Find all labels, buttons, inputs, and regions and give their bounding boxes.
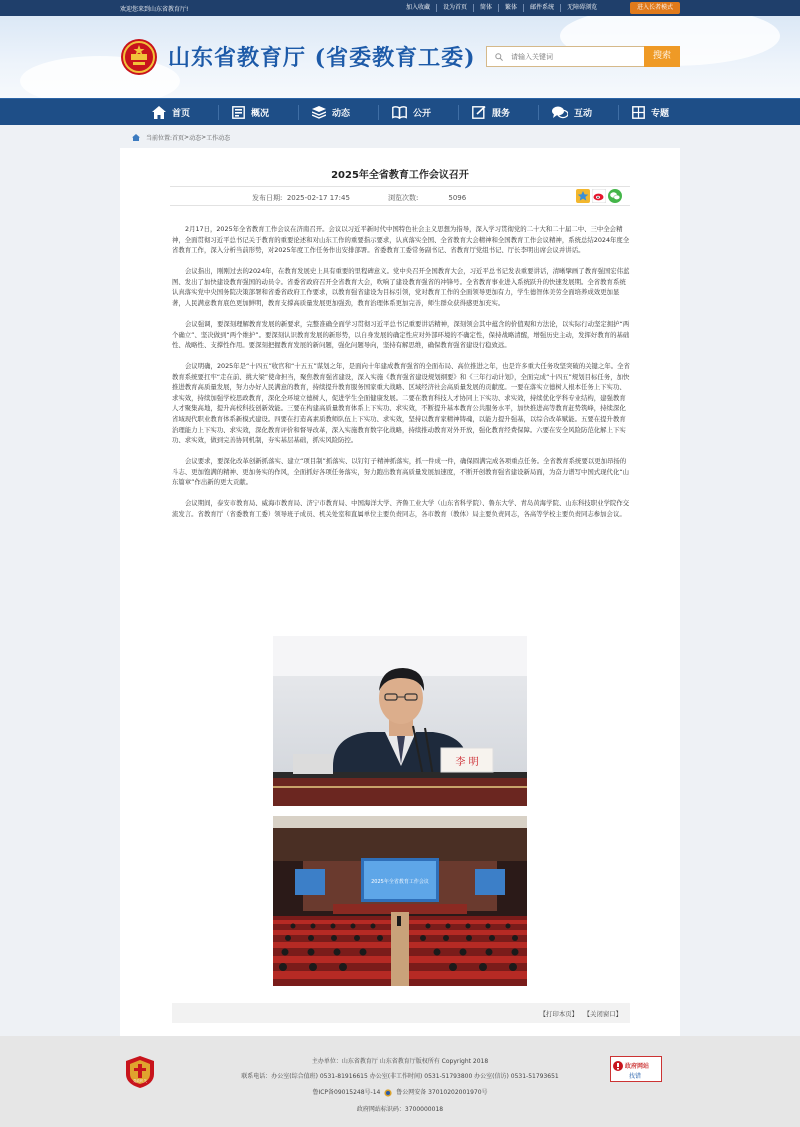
share-wechat-icon[interactable] [608,189,622,203]
nav-item-topics[interactable] [632,99,669,126]
publish-date-value: 2025-02-17 17:45 [286,194,350,202]
share-buttons [574,189,622,203]
footer-gov-code: 政府网站标识码：3700000018 [356,1106,444,1113]
gov-badge-line2: 找错 [629,1073,642,1080]
publish-date: 发布日期: 2025-02-17 17:45 [252,194,350,202]
police-record-link[interactable]: 鲁公网安备 37010202001970号 [396,1089,488,1096]
conference-hall-photo [273,816,527,986]
top-bar [0,0,800,16]
home-icon [132,134,140,141]
nav-divider [378,105,379,120]
share-qzone-icon[interactable] [576,189,590,203]
print-button[interactable]: 【打印本页】 [539,1010,578,1018]
layers-icon [312,106,326,119]
site-title: 山东省教育厅 (省委教育工委) [168,45,476,71]
elder-mode-button[interactable]: 进入长者模式 [630,2,680,14]
speaker-photo [273,636,527,806]
footer-phones: 联系电话：办公室(综合值班) 0531-81916615 办公室(非工作时间) 0531-51793800 办公室(信访) 0531-51793651 [241,1073,559,1080]
nav-item-interaction[interactable] [552,99,592,126]
nav-item-home[interactable] [152,99,190,126]
share-weibo-icon[interactable] [592,189,606,203]
top-links [400,4,603,12]
nav-label: 首页 [172,109,191,119]
article-actions [172,1003,630,1023]
article-meta [170,186,630,206]
breadcrumb-home[interactable]: 首页 [172,135,185,142]
article-paragraph: 2月17日，2025年全省教育工作会议在济南召开。会议以习近平新时代中国特色社会主义思想为指导，深入学习贯彻党的二十大和二十届二中、三中全会精神，全面贯彻习近平总书记关于教育的重要论述和对山东工作的重要指示要求，认真落实全国、全省教育大会精神和全国教育工作会议精神，系统总结2024年度全省教育工作，深入分析当前形势，对2025年度工作任务作出安排部署。省委教育工委常务副书记、省教育厅党组书记、厅长李明出席会议并讲话。 [172,225,630,255]
screen-text: 2025年全省教育工作会议 [371,879,429,885]
article-body [172,224,632,530]
breadcrumb: 当前位置: 首页 > 动态 > 工作动态 [132,133,230,142]
add-favorite-link[interactable]: 加入收藏 [406,4,431,11]
nav-divider [298,105,299,120]
book-icon [392,106,407,119]
icp-link[interactable]: 鲁ICP备09015248号-14 [312,1089,381,1096]
grid-icon [632,106,645,119]
welcome-text: 欢迎您来到山东省教育厅! [120,6,189,13]
simplified-chinese-link[interactable]: 简体 [473,4,498,12]
info-icon [232,106,245,119]
chat-icon [552,106,568,119]
search-icon [495,53,503,61]
nav-divider [618,105,619,120]
article-title: 2025年全省教育工作会议召开 [331,170,469,181]
nav-label: 公开 [413,109,432,119]
breadcrumb-prefix: 当前位置: [146,135,173,142]
nav-label: 动态 [332,109,351,119]
footer-sponsor: 主办单位：山东省教育厅 山东省教育厅版权所有 Copyright 2018 [311,1058,489,1065]
nav-divider [458,105,459,120]
article-paragraph: 会议指出，刚刚过去的2024年，在教育发展史上具有重要的里程碑意义。党中央召开全国教育大会，习近平总书记发表重要讲话，清晰擘画了教育强国宏伟蓝图、发出了加快建设教育强国的动员令。省委省政府召开全省教育大会，吹响了建设教育强省的冲锋号。全省教育事业进入系统跃升的快速发展期。全省教育系统认真落实党中央国务院决策部署和省委省政府工作要求，以教育强省建设为目标引领，党对教育工作的全面领导更加有力，学生德智体美劳全面培养成效更加显著，人民满意教育底色更加鲜明，教育支撑高质量发展更加强劲，教育治理体系更加完善，师生群众获得感更加充实。 [172,267,630,307]
article-paragraph: 会议强调，要深刻理解教育发展的新要求，完整准确全面学习贯彻习近平总书记重要讲话精神，深刻领会其中蕴含的价值观和方法论，以实际行动坚定拥护“两个确立”、坚决做到“两个维护”。要深刻认识教育发展的新形势，以自身发展的确定性应对外部环境的不确定性，保持战略清醒，增强历史主动，发挥好教育的基础性、战略性、支撑性作用。要深刻把握教育发展的新问题，强化问题导向，坚持有解思维，确保教育强省建设行稳致远。 [172,319,630,350]
nav-label: 互动 [574,109,593,119]
police-badge-icon [384,1089,392,1097]
search-button[interactable]: 搜索 [644,46,680,67]
article-paragraph: 会议明确，2025年是“十四五”收官和“十五五”谋划之年，是面向十年建成教育强省的全面布局、高位推进之年，也是许多重大任务攻坚突破的关键之年。全省教育系统要扛牢“走在前、挑大梁”使命担当，聚焦教育强省建设，深入实施《教育强省建设规划纲要》和《三年行动计划》，全面完成“十四五”规划目标任务，加快推进教育高质量发展，努力办好人民满意的教育，持续提升教育服务国家重大战略、区域经济社会高质量发展的贡献度。一要在落实立德树人根本任务上下实功、求实效，持续加强学校思政教育，深化全环境立德树人，促进学生全面健康发展。二要在教育科技人才协同上下实功、求实效，持续优化学科专业结构，建强教育人才聚集高地，提升高校科技创新效能。三要在构建高质量教育体系上下实功、求实效，不断提升基本教育公共服务水平，加快推进高等教育赶势筑峰，持续深化省域现代职业教育体系新模式建设。四要在打造高素质教师队伍上下实功、求实效，坚持以教育家精神铸魂，以能力提升强基，以综合改革赋能。五要在提升教育治理能力上下实功、求实效，深化教育评价和督导改革，深入实施教育数字化战略，持续推动教育对外开放，强化教育经费保障。六要在安全风险防范化解上下实功、求实效，做到完善协同机制，夯实基层基础，抓实风险防控。 [172,362,630,445]
gov-badge-line1: 政府网站 [625,1063,650,1070]
nav-label: 服务 [492,109,511,119]
search-input[interactable] [511,50,639,64]
nav-item-service[interactable] [472,99,510,126]
breadcrumb-work-news[interactable]: 工作动态 [206,135,231,142]
nav-label: 概况 [251,109,270,119]
nav-divider [538,105,539,120]
article-paragraph: 会议期间，泰安市教育局、威海市教育局、济宁市教育局、中国海洋大学、齐鲁工业大学（山东省科学院）、鲁东大学、青岛黄海学院、山东科技职业学院作交流发言。省教育厅（省委教育工委）领导班子成员、机关处室和直属单位主要负责同志，各市教育（教体）局主要负责同志，各高等学校主要负责同志参加会议。 [172,499,630,519]
national-emblem-icon [120,38,158,76]
site-header [0,16,800,98]
email-system-link[interactable]: 邮件系统 [523,4,560,12]
nav-item-public[interactable] [392,99,431,126]
main-nav [0,98,800,125]
search-box [486,46,644,67]
traditional-chinese-link[interactable]: 繁体 [498,4,523,12]
site-footer [0,1036,800,1127]
nav-label: 专题 [651,109,670,119]
edit-icon [472,106,486,119]
nav-item-news[interactable] [312,99,350,126]
party-badge-label: 党政机关 [133,1079,147,1083]
view-count-value: 5096 [448,194,467,202]
nav-divider [218,105,219,120]
footer-icp [0,1087,800,1097]
gov-site-error-report-button[interactable] [610,1056,662,1082]
home-icon [152,106,166,119]
article-container [120,148,680,1036]
nav-item-overview[interactable] [232,99,269,126]
accessibility-link[interactable]: 无障碍浏览 [560,4,603,12]
set-homepage-link[interactable]: 设为首页 [436,4,473,12]
view-count: 浏览次数: 5096 [388,194,467,202]
nameplate-text: 李 明 [455,757,479,768]
close-window-button[interactable]: 【关闭窗口】 [583,1010,622,1018]
article-paragraph: 会议要求，要深化改革创新抓落实、建立“项目制”抓落实、以钉钉子精神抓落实，抓一件成一件，确保圆满完成各项重点任务。全省教育系统要以更加昂扬的斗志、更加饱满的精神、更加务实的作风，全面抓好各项任务落实，努力跑出教育高质量发展加速度，不断开创教育强省建设新局面，为奋力谱写中国式现代化“山东篇章”作出新的更大贡献。 [172,457,630,487]
breadcrumb-news[interactable]: 动态 [189,135,202,142]
error-report-icon [612,1060,624,1078]
